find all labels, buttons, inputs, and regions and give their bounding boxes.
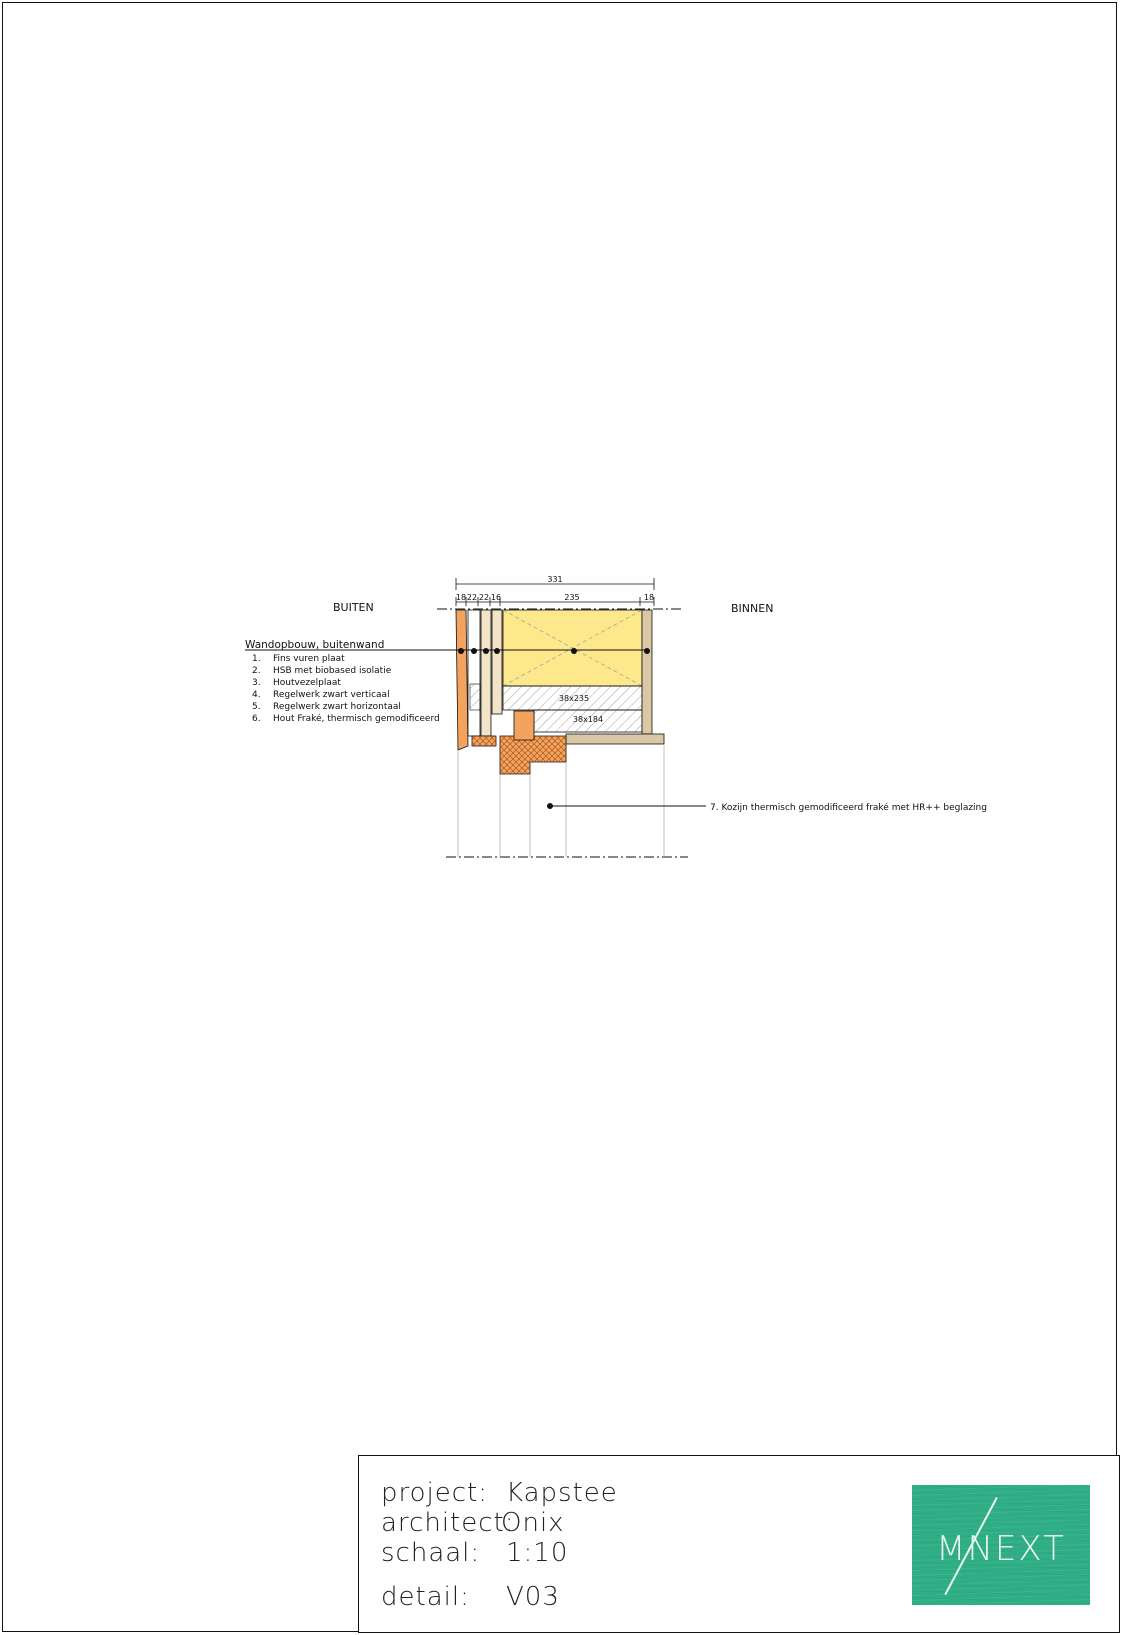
frame-stop [514,711,534,740]
scale-value: 1:10 [506,1538,569,1568]
legend-item-4: Regelwerk zwart verticaal [273,690,390,700]
legend-item-1-num: 1. [252,654,261,664]
architect-key: architect: [381,1508,515,1538]
sill-board [566,734,664,744]
title-row-detail [381,1582,560,1612]
label-outside: BUITEN [333,601,374,614]
legend-item-4-num: 4. [252,690,261,700]
fibreboard [492,610,502,714]
legend-item-3: Houtvezelplaat [273,678,341,688]
legend-item-5: Regelwerk zwart horizontaal [273,702,401,712]
legend-list [252,654,440,724]
mnext-logo [912,1485,1090,1605]
cladding-board [456,610,468,750]
legend-item-6: Hout Fraké, thermisch gemodificeerd [273,714,440,724]
dimension-total: 331 [547,575,563,584]
scale-key: schaal: [381,1538,481,1568]
logo-text: MNEXT [936,1529,1066,1569]
title-row-architect [381,1508,565,1538]
callout-7-text: 7. Kozijn thermisch gemodificeerd fraké met HR++ beglazing [710,803,987,813]
legend-item-2-num: 2. [252,666,261,676]
dimension-part-6: 18 [643,593,655,602]
legend-title: Wandopbouw, buitenwand [245,639,385,651]
wall-section [456,610,664,857]
legend-item-6-num: 6. [252,714,261,724]
detail-value: V03 [506,1582,560,1612]
dimension-part-2: 22 [466,593,478,602]
section-label-38x184: 38x184 [572,715,604,724]
section-label-38x235: 38x235 [558,694,590,703]
title-row-scale [381,1538,569,1568]
dimension-part-1: 18 [455,593,467,602]
legend-item-3-num: 3. [252,678,261,688]
dimension-part-3: 22 [478,593,490,602]
legend-item-1: Fins vuren plaat [273,654,345,664]
batten-vertical [481,610,491,736]
architect-value: Onix [501,1508,565,1538]
project-value: Kapstee [506,1478,618,1508]
legend-item-5-num: 5. [252,702,261,712]
project-key: project: [381,1478,488,1508]
label-inside: BINNEN [731,602,774,615]
legend-item-2: HSB met biobased isolatie [273,666,392,676]
inner-plate [642,610,652,734]
title-row-project [381,1478,618,1508]
dimension-part-4: 16 [490,593,502,602]
detail-key: detail: [381,1582,470,1612]
batten-horizontal [468,610,480,736]
dimension-part-5: 235 [564,593,580,602]
title-block [358,1455,1120,1633]
callout-7 [547,803,706,809]
